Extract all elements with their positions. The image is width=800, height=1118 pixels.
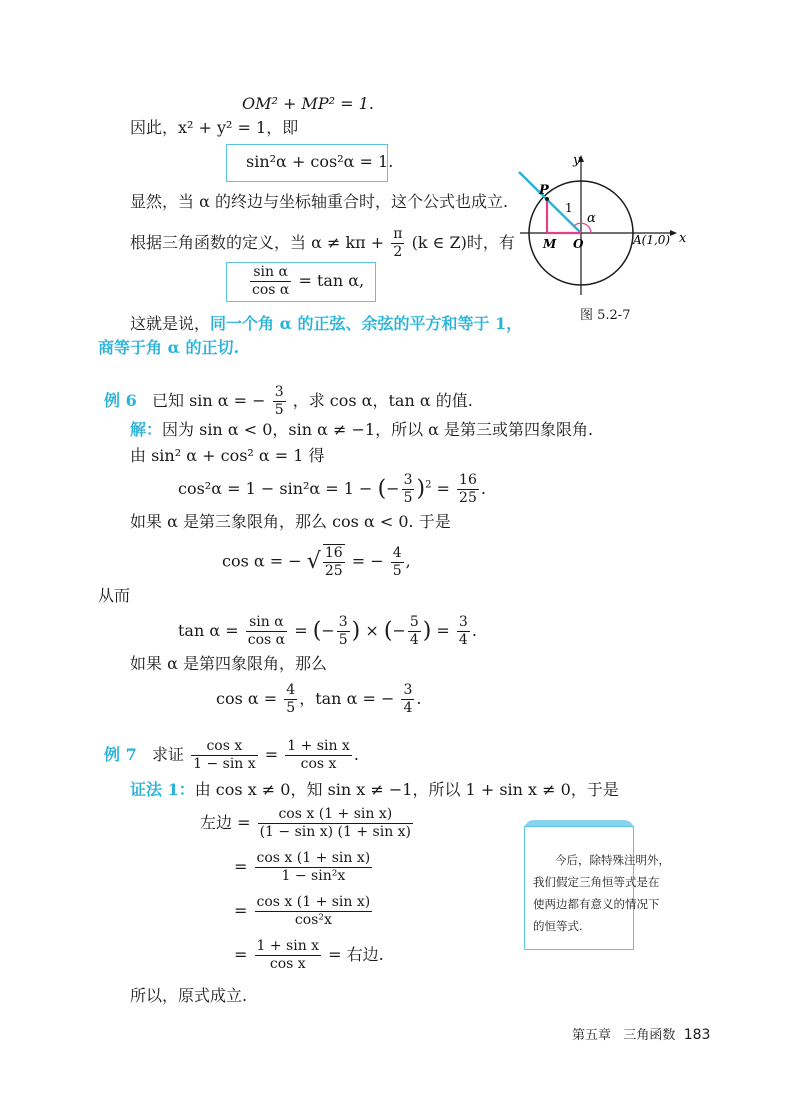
s4-end: = 右边. — [328, 945, 384, 964]
step4-frac — [255, 938, 322, 973]
step3-frac — [255, 894, 373, 929]
c4-mid: ，tan α = − — [299, 689, 395, 708]
ex6-text-pre: 已知 sin α = − — [151, 391, 266, 410]
ex6-third-quadrant: 如果 α 是第三象限角，那么 cos α < 0. 于是 — [130, 512, 451, 531]
definition-prefix: 根据三角函数的定义，当 α ≠ kπ + — [130, 233, 385, 252]
tan-pre: tan α = — [178, 621, 239, 640]
paren-b-close: ) — [422, 618, 432, 644]
tan-rd: 4 — [458, 632, 468, 648]
ex7-end: . — [353, 745, 359, 764]
ex6-num: 3 — [274, 384, 284, 400]
identity-tan-rhs: = tan α, — [298, 271, 365, 290]
ex7-text-pre: 求证 — [151, 745, 184, 764]
example-6-label: 例 6 — [104, 391, 137, 410]
s1-den: (1 − sin x) (1 + sin x) — [259, 824, 412, 840]
tan-frac — [246, 614, 287, 649]
cos2-rd: 25 — [459, 490, 477, 506]
two-den: 2 — [393, 244, 403, 260]
tan-a-d: 5 — [338, 632, 348, 648]
lhs-label: 左边 = — [200, 813, 251, 832]
cos-eq: = − — [351, 551, 384, 571]
note-line-3: 使两边都有意义的情况下 — [533, 897, 660, 911]
t4-n: 3 — [403, 682, 413, 698]
note-text — [533, 849, 670, 937]
sqrt-n: 16 — [324, 545, 343, 561]
t4-frac — [401, 682, 414, 717]
tan-eq2: = — [436, 621, 450, 640]
ex6-fraction — [273, 384, 286, 419]
tan-result — [457, 614, 470, 649]
ex7-r-den: cos x — [300, 756, 337, 772]
figure-caption: 图 5.2-7 — [580, 308, 631, 323]
ex7-proof-line — [130, 780, 619, 800]
solution-label: 解： — [130, 420, 163, 439]
s4-den: cos x — [269, 956, 306, 972]
ex6-tan-equation: tan α = $\frac{\text{sin α}}{\text{cos α}}$ = (− $\frac{3}{5}$ ) × (− $\frac{5}{4}$ ) = $\frac{3}{4}$ . — [178, 614, 477, 648]
label-o: O — [573, 237, 584, 251]
label-alpha: α — [587, 211, 596, 226]
ex6-cos-equation — [222, 544, 411, 580]
side-note — [524, 826, 670, 950]
page-footer — [572, 1024, 710, 1043]
cos-end: , — [405, 551, 411, 571]
paren-close: ) — [416, 476, 426, 502]
ex6-fourth-quadrant: 如果 α 是第四象限角，那么 — [130, 654, 327, 673]
proof-text: 由 cos x ≠ 0，知 sin x ≠ −1，所以 1 + sin x ≠ 0，于是 — [194, 780, 619, 799]
step1-frac — [258, 806, 413, 841]
ex6-text-post: ，求 cos α，tan α 的值. — [292, 391, 473, 410]
text-obviously: 显然，当 α 的终边与坐标轴重合时，这个公式也成立. — [130, 192, 509, 211]
text-definition — [130, 226, 515, 261]
s3-num: cos x (1 + sin x) — [256, 894, 371, 910]
sin-over-cos — [250, 264, 291, 299]
ex6-from: 由 sin² α + cos² α = 1 得 — [130, 446, 325, 465]
label-y: y — [573, 153, 581, 168]
s2-eq: = — [234, 857, 248, 876]
ex6-fourth-results — [216, 682, 421, 717]
tan-rn: 3 — [458, 614, 468, 630]
cos2-end: . — [480, 479, 486, 498]
cos2-n: 3 — [403, 472, 413, 488]
ex7-eq: = — [264, 745, 279, 764]
label-m: M — [543, 237, 557, 251]
label-a: A(1,0) — [633, 233, 671, 247]
ex6-solution — [130, 420, 593, 440]
label-x: x — [679, 231, 687, 246]
tan-times: × — [365, 621, 379, 640]
that-is-label: 这就是说， — [130, 314, 211, 333]
step2-frac — [255, 850, 373, 885]
cos-pre: cos α = − — [222, 551, 302, 571]
s4-eq: = — [234, 945, 248, 964]
s2-den: 1 − sin²x — [281, 868, 346, 884]
tan-a — [337, 614, 350, 649]
definition-suffix: (k ∈ Z)时，有 — [411, 233, 515, 252]
example-6-statement — [104, 384, 473, 419]
cos-rd: 5 — [392, 562, 402, 579]
paren-b-open: ( — [383, 618, 393, 644]
unit-circle-figure — [515, 150, 695, 300]
ex7-l-den: 1 − sin x — [193, 756, 256, 772]
page-number: 183 — [683, 1027, 711, 1043]
footer-title: 三角函数 — [623, 1028, 676, 1043]
highlight-line-1: 同一个角 α 的正弦、余弦的平方和等于 1， — [210, 314, 523, 333]
ex7-l-num: cos x — [191, 738, 258, 756]
ex7-r-num: 1 + sin x — [287, 738, 350, 754]
tan-a-n: 3 — [338, 614, 348, 630]
footer-chapter: 第五章 — [572, 1028, 612, 1043]
highlight-line-2: 商等于角 α 的正切. — [98, 338, 240, 357]
text-that-is — [130, 314, 522, 334]
proof-label: 证法 1： — [130, 780, 195, 799]
cos2-eq: = — [436, 479, 450, 498]
c4-n: 4 — [286, 682, 296, 698]
proof-step-3 — [234, 894, 374, 929]
cos2-pre: cos²α = 1 − sin²α = 1 − — [178, 479, 373, 498]
label-p: P — [539, 183, 549, 198]
c4-frac — [284, 682, 297, 717]
ex7-lhs-frac — [191, 738, 258, 773]
s4-num: 1 + sin x — [256, 938, 320, 954]
tan-den: cos α — [252, 282, 290, 298]
cos2-d: 5 — [403, 490, 413, 506]
paren-a-open: ( — [312, 618, 322, 644]
c4-pre: cos α = — [216, 689, 278, 708]
note-line-1: 今后，除特殊注明外， — [555, 853, 670, 867]
ex6-den: 5 — [274, 402, 284, 418]
tan-num: sin α — [250, 264, 291, 282]
conclusion: 所以，原式成立. — [130, 986, 248, 1005]
tan-end: . — [471, 621, 477, 640]
tan-b-n: 5 — [409, 614, 419, 630]
ex7-rhs-frac — [285, 738, 352, 773]
cos-result — [391, 545, 404, 580]
pi-over-2 — [391, 226, 404, 261]
c4-d: 5 — [286, 700, 296, 716]
s2-num: cos x (1 + sin x) — [256, 850, 371, 866]
paren-a-close: ) — [351, 618, 361, 644]
s3-den: cos²x — [294, 912, 332, 928]
tan-b-d: 4 — [409, 632, 419, 648]
s3-eq: = — [234, 901, 248, 920]
tan-eq: = — [294, 621, 308, 640]
cos2-result — [457, 472, 479, 507]
cos2-rn: 16 — [459, 472, 477, 488]
note-line-2: 我们假定三角恒等式是在 — [533, 875, 660, 889]
label-1: 1 — [565, 201, 573, 215]
example-7-label: 例 7 — [104, 745, 137, 764]
identity-tan — [248, 264, 364, 299]
t4-d: 4 — [403, 700, 413, 716]
cos2-frac — [402, 472, 415, 507]
proof-step-1 — [200, 806, 415, 841]
t4-end: . — [416, 689, 422, 708]
note-line-4: 的恒等式. — [533, 919, 583, 933]
ex6-cos2-equation: cos²α = 1 − sin²α = 1 − (− $\frac{3}{5}$ )$^2$ = $\frac{16}{25}$ . — [178, 472, 486, 506]
proof-step-2 — [234, 850, 374, 885]
equation-om-mp: OM² + MP² = 1. — [242, 94, 374, 113]
sqrt-frac — [323, 544, 345, 580]
sqrt-sign: √ — [306, 549, 321, 574]
sqrt-d: 25 — [324, 563, 343, 579]
tan-fd: cos α — [247, 632, 286, 648]
solution-text: 因为 sin α < 0，sin α ≠ −1，所以 α 是第三或第四象限角. — [162, 420, 594, 439]
x-axis-arrow — [670, 230, 677, 236]
paren-open: ( — [377, 476, 387, 502]
pi-num: π — [393, 226, 403, 242]
s1-num: cos x (1 + sin x) — [258, 806, 413, 824]
identity-sin-cos: sin²α + cos²α = 1. — [246, 152, 394, 171]
ex6-thus: 从而 — [98, 586, 131, 605]
text-therefore: 因此，x² + y² = 1，即 — [130, 118, 299, 137]
cos-rn: 4 — [392, 544, 402, 561]
tan-b — [408, 614, 421, 649]
tan-fn: sin α — [246, 614, 287, 632]
example-7-statement — [104, 738, 359, 773]
proof-step-4 — [234, 938, 384, 973]
